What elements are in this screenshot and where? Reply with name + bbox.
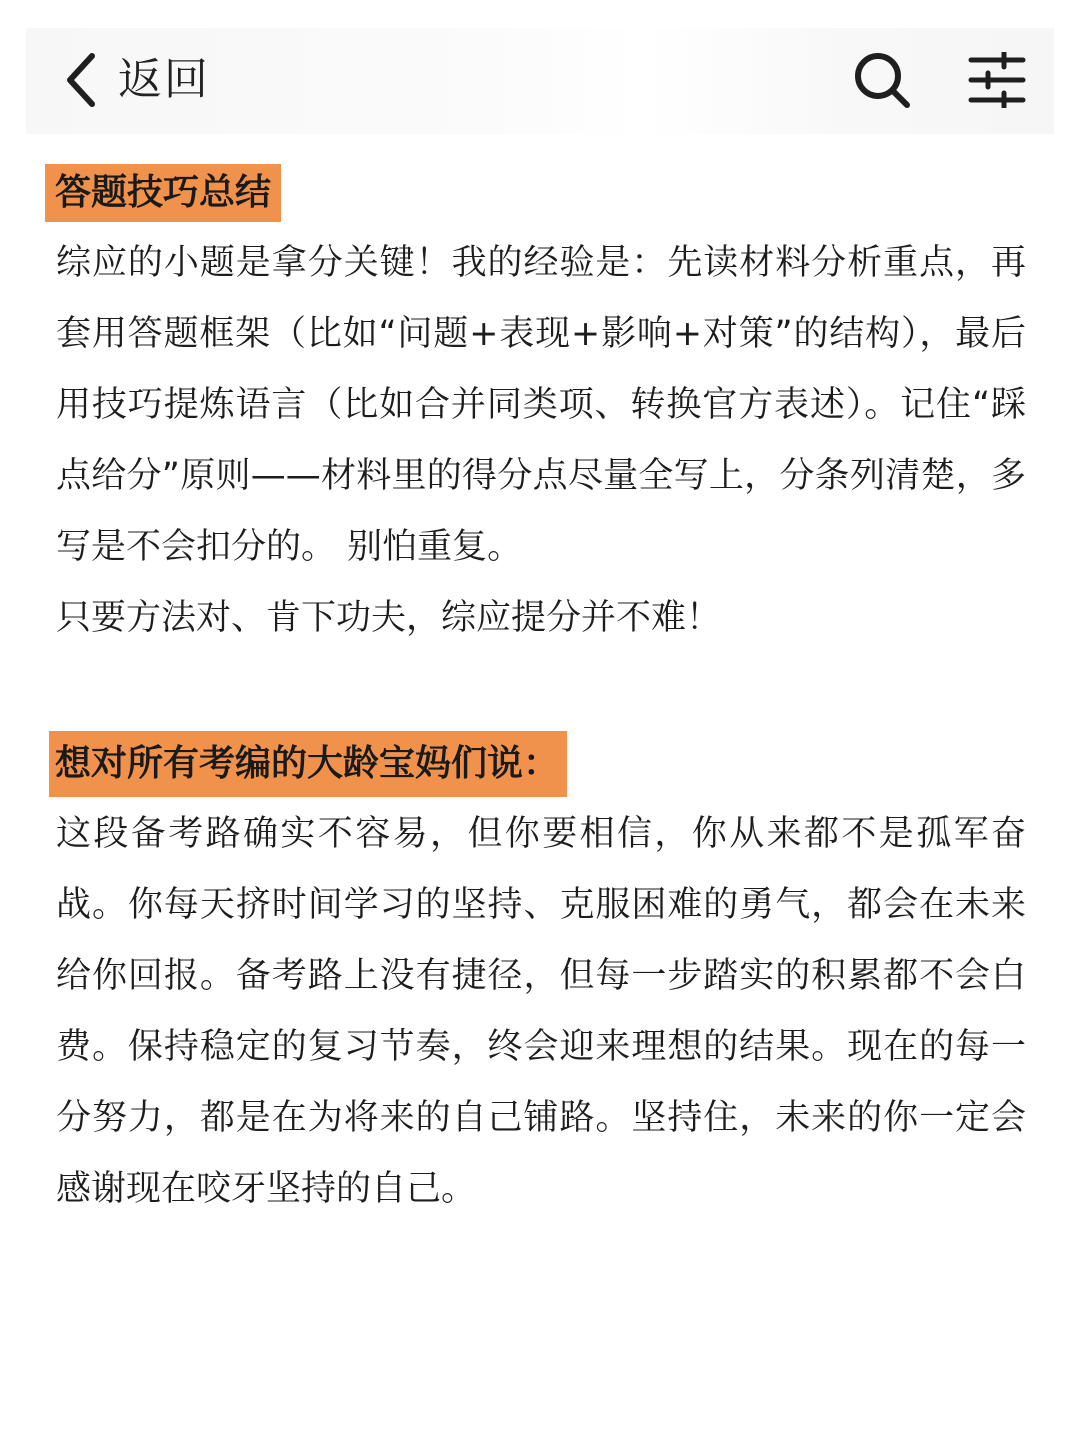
filter-sliders-icon	[968, 52, 1026, 108]
back-button[interactable]	[62, 50, 210, 110]
back-label: 返回	[118, 54, 210, 105]
filter-button[interactable]	[968, 52, 1026, 108]
tips-summary-section	[56, 164, 1026, 654]
chevron-left-icon	[62, 50, 98, 110]
section-heading: 答题技巧总结	[45, 164, 281, 222]
section-paragraph: 综应的小题是拿分关键！我的经验是：先读材料分析重点，再套用答题框架（比如“问题+表现+影响+对策”的结构），最后用技巧提炼语言（比如合并同类项、转换官方表述）。记住“踩点给分”原则——材料里的得分点尽量全写上，分条列清楚，多写是不会扣分的。 别怕重复。	[56, 243, 1026, 567]
section-paragraph: 只要方法对、肯下功夫，综应提分并不难！	[56, 598, 722, 638]
section-heading: 想对所有考编的大龄宝妈们说：	[49, 731, 567, 797]
encouragement-section	[56, 731, 1026, 1225]
section-paragraph: 这段备考路确实不容易，但你要相信，你从来都不是孤军奋战。你每天挤时间学习的坚持、克服困难的勇气，都会在未来给你回报。备考路上没有捷径，但每一步踏实的积累都不会白费。保持稳定的复习节奏，终会迎来理想的结果。现在的每一分努力，都是在为将来的自己铺路。坚持住，未来的你一定会感谢现在咬牙坚持的自己。	[56, 814, 1026, 1209]
search-icon	[852, 50, 912, 110]
search-button[interactable]	[852, 50, 912, 110]
